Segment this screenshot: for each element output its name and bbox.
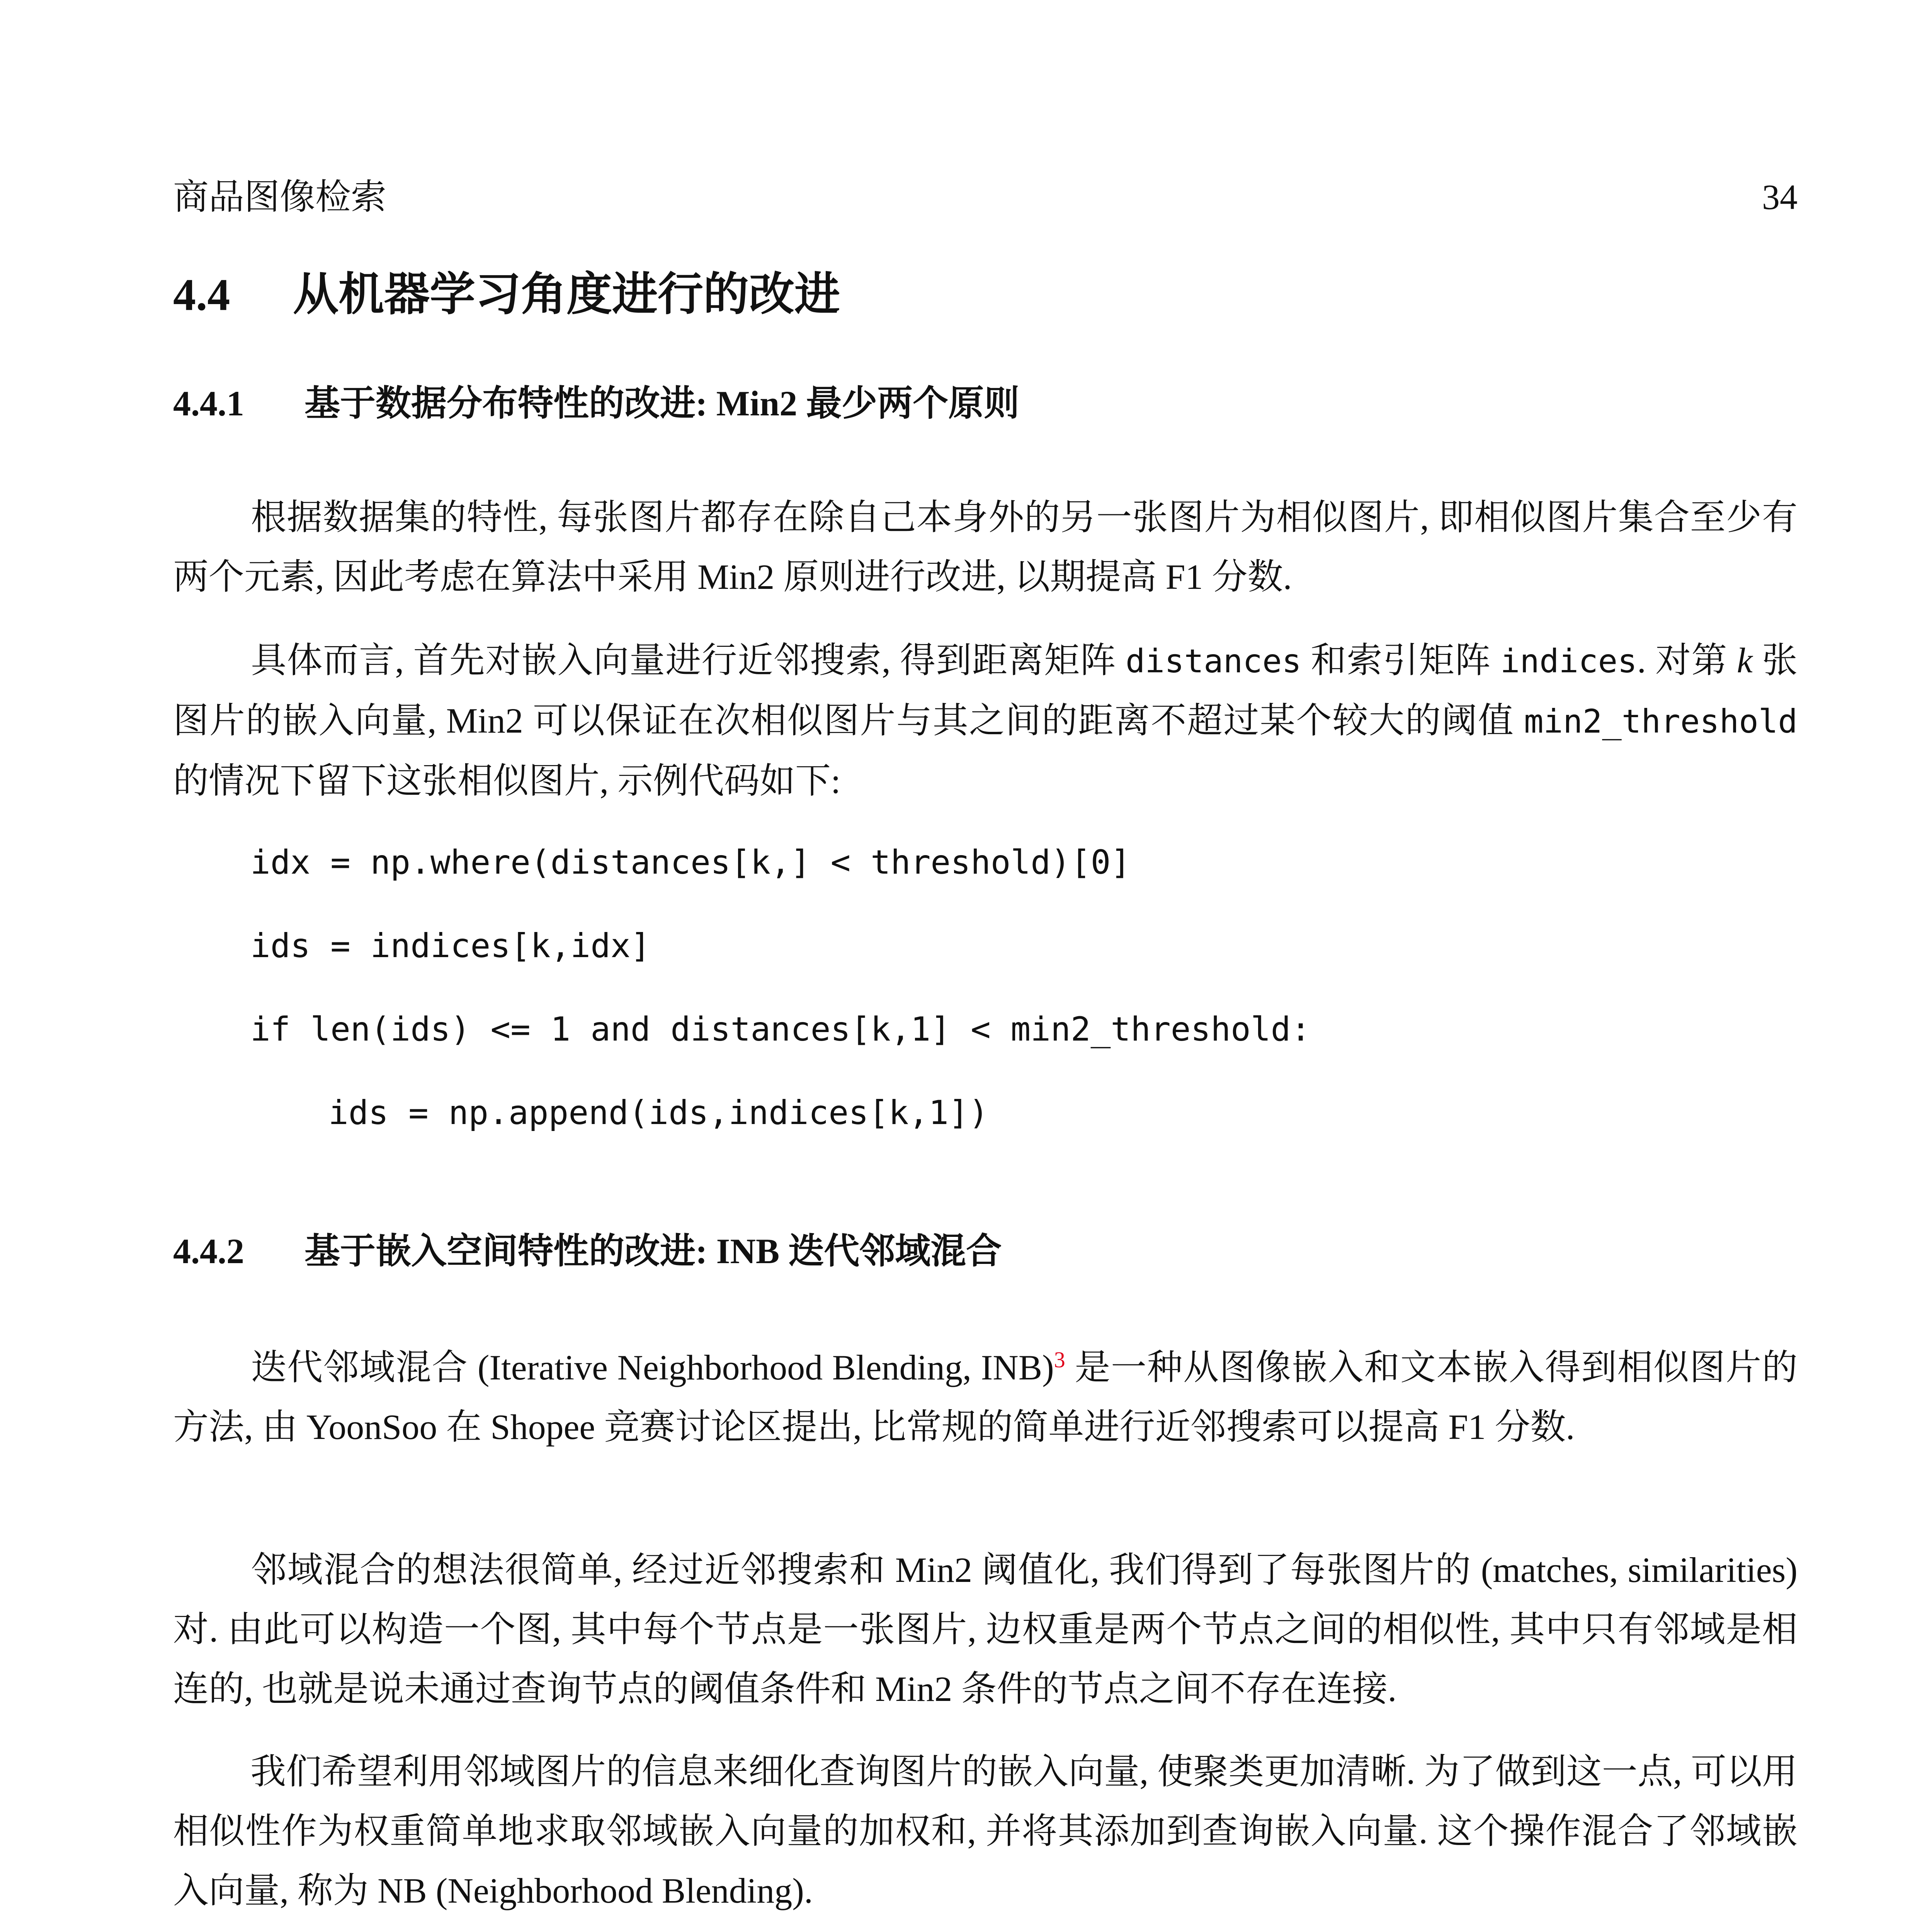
- paragraph-min2-intro: [173, 488, 1798, 607]
- subsection-title: 基于嵌入空间特性的改进: INB 迭代邻域混合: [304, 1231, 1002, 1271]
- paragraph-text: 根据数据集的特性, 每张图片都存在除自己本身外的另一张图片为相似图片, 即相似图片集合至少有两个元素, 因此考虑在算法中采用 Min2 原则进行改进, 以期提高 F1 分数.: [173, 498, 1798, 597]
- subsection-number: 4.4.2: [173, 1231, 244, 1271]
- paragraph-text: . 对第: [1637, 641, 1737, 680]
- running-title: 商品图像检索: [173, 177, 387, 217]
- paragraph-inb-intro: [173, 1338, 1798, 1457]
- subsection-heading-2: [173, 1228, 1002, 1274]
- section-heading: [173, 266, 840, 324]
- math-var-k: k: [1736, 641, 1753, 680]
- paragraph-text: 邻域混合的想法很简单, 经过近邻搜索和 Min2 阈值化, 我们得到了每张图片的 (matches, similarities) 对. 由此可以构造一个图, 其中每个节点是一张图片, 边权重是两个节点之间的相似性, 其中只有邻域是相连的, 也就是说未通过查询节点的阈值条件和 Min2 条件的节点之间不存在连接.: [173, 1550, 1798, 1709]
- page-number: 34: [1762, 177, 1798, 217]
- inline-code-distances: distances: [1125, 642, 1302, 680]
- code-line-1: idx = np.where(distances[k,] < threshold)[0]: [250, 843, 1131, 882]
- inline-code-min2-threshold: min2_threshold: [1524, 702, 1798, 740]
- subsection-heading-1: [173, 380, 1019, 427]
- code-line-2: ids = indices[k,idx]: [250, 927, 651, 965]
- inline-code-indices: indices: [1500, 642, 1637, 680]
- paragraph-nb-idea: [173, 1540, 1798, 1719]
- paragraph-text: 张图片的嵌入向量, Min2 可以保证在次相似图片与其之间的距离不超过某个较大的阈值: [173, 641, 1798, 740]
- footnote-link[interactable]: 3: [1054, 1347, 1065, 1372]
- section-title: 从机器学习角度进行的改进: [293, 269, 840, 320]
- paragraph-text: 迭代邻域混合 (Iterative Neighborhood Blending, INB): [250, 1348, 1054, 1387]
- paragraph-text: 具体而言, 首先对嵌入向量进行近邻搜索, 得到距离矩阵: [250, 641, 1126, 680]
- section-number: 4.4: [173, 269, 230, 320]
- paragraph-text: 是一种从图像嵌入和文本嵌入得到相似图片的方法, 由 YoonSoo 在 Shopee 竞赛讨论区提出, 比常规的简单进行近邻搜索可以提高 F1 分数.: [173, 1348, 1798, 1447]
- paragraph-min2-method: [173, 631, 1798, 811]
- code-line-3: if len(ids) <= 1 and distances[k,1] < min2_threshold:: [250, 1010, 1311, 1049]
- subsection-number: 4.4.1: [173, 384, 244, 423]
- paragraph-text: 和索引矩阵: [1301, 641, 1500, 680]
- subsection-title: 基于数据分布特性的改进: Min2 最少两个原则: [304, 384, 1020, 423]
- paragraph-text: 我们希望利用邻域图片的信息来细化查询图片的嵌入向量, 使聚类更加清晰. 为了做到这一点, 可以用相似性作为权重简单地求取邻域嵌入向量的加权和, 并将其添加到查询嵌入向量. 这个操作混合了邻域嵌入向量, 称为 NB (Neighborhood Blending).: [173, 1752, 1798, 1910]
- paragraph-nb-purpose: [173, 1742, 1798, 1920]
- paragraph-text: 的情况下留下这张相似图片, 示例代码如下:: [173, 761, 841, 801]
- code-line-4: ids = np.append(ids,indices[k,1]): [328, 1094, 989, 1132]
